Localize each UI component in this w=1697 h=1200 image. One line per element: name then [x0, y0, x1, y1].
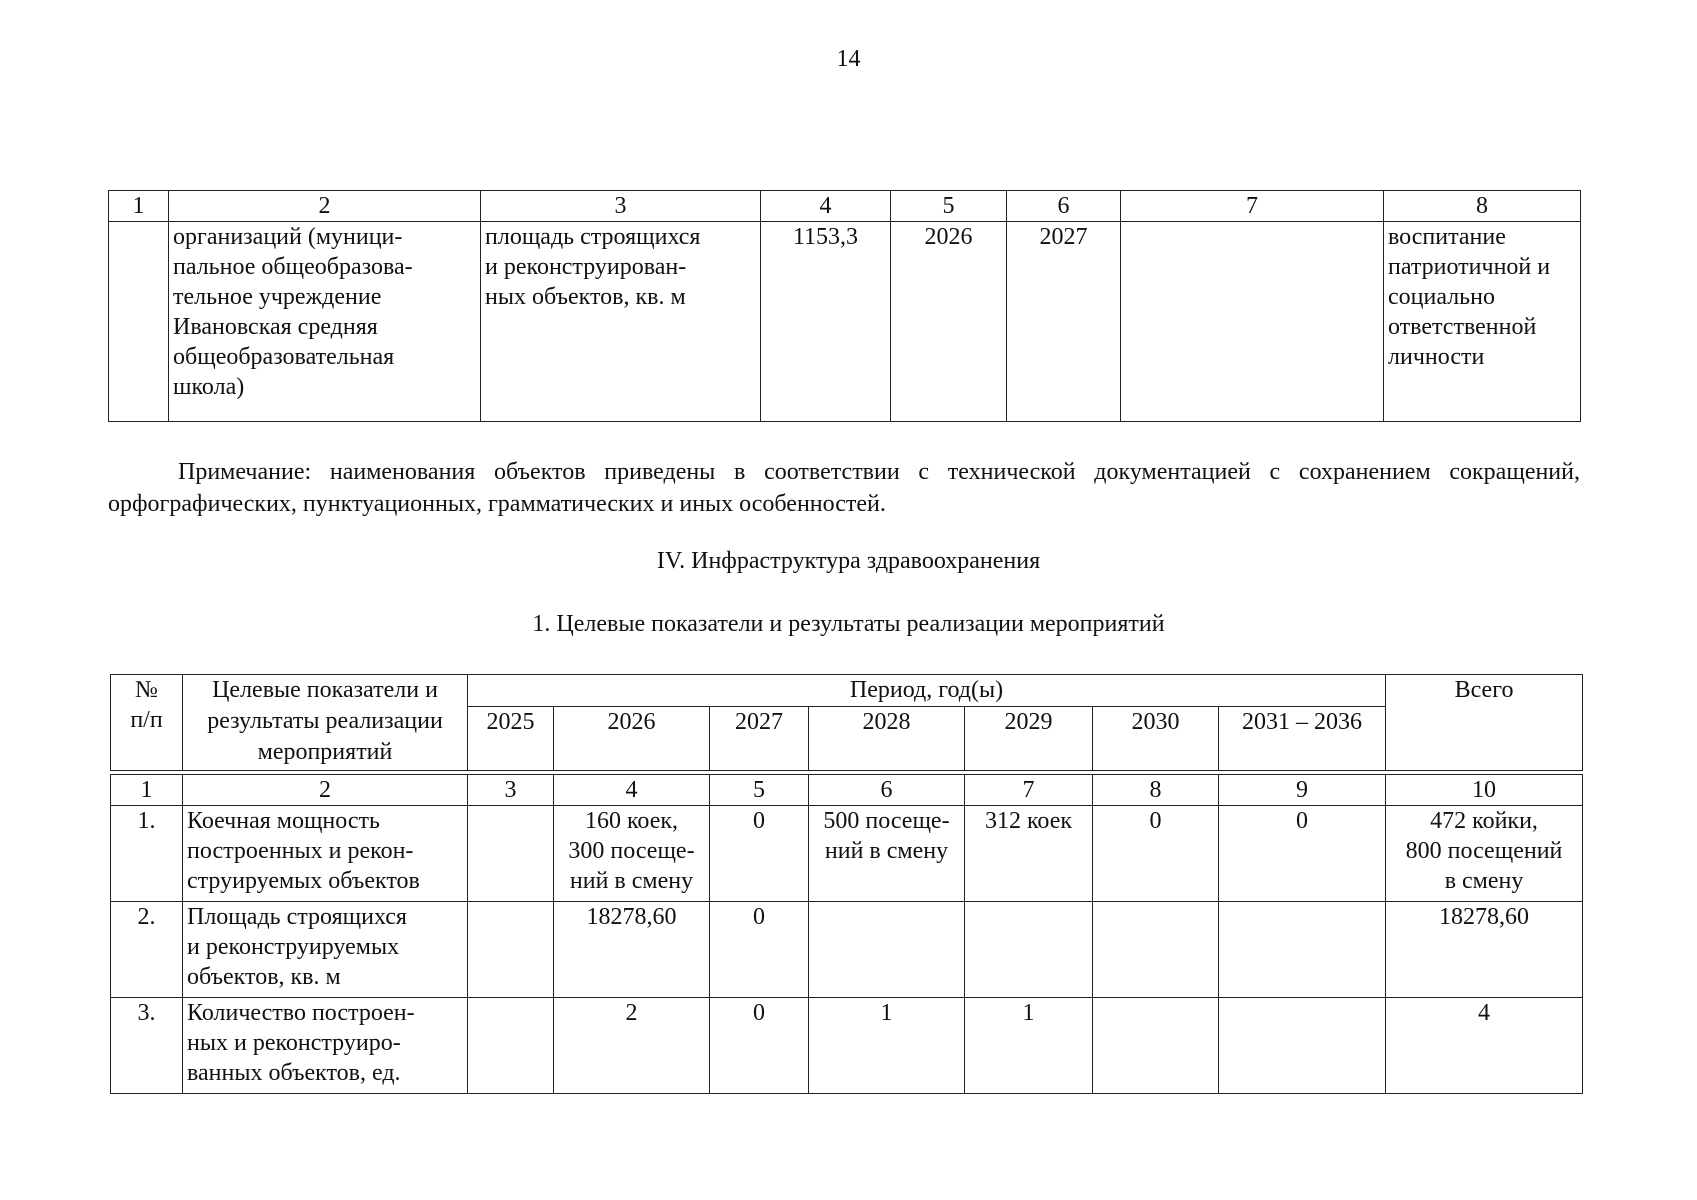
value-cell: 0: [710, 902, 809, 998]
value-cell: [1219, 998, 1386, 1094]
year-header: 2026: [554, 707, 710, 771]
indicator-name-cell: Количество построен- ных и реконструиро- ванных объектов, ед.: [183, 998, 468, 1094]
indicator-name-cell: Площадь строящихся и реконструируемых объектов, кв. м: [183, 902, 468, 998]
column-number: 7: [965, 775, 1093, 806]
value-cell: 0: [1093, 806, 1219, 902]
column-number-row: [111, 775, 1583, 806]
value-cell: 18278,60: [554, 902, 710, 998]
section-heading: IV. Инфраструктура здравоохранения: [656, 548, 1041, 574]
object-name-cell: организаций (муници- пальное общеобразова- тельное учреждение Ивановская средняя общеобразовательная школа): [169, 222, 481, 422]
year-header: 2027: [710, 707, 809, 771]
row-number-cell: [109, 222, 169, 422]
value-cell: [468, 806, 554, 902]
num-header: № п/п: [111, 675, 183, 771]
effect-cell: воспитание патриотичной и социально ответственной личности: [1384, 222, 1581, 422]
subsection-heading: 1. Целевые показатели и результаты реализации мероприятий: [532, 611, 1165, 637]
page-number: 14: [836, 46, 861, 72]
start-year-cell: 2026: [891, 222, 1007, 422]
indicator-cell: площадь строящихся и реконструирован- ных объектов, кв. м: [481, 222, 761, 422]
column-number: 9: [1219, 775, 1386, 806]
column-number: 3: [481, 191, 761, 222]
value-cell: [1219, 902, 1386, 998]
indicator-header: Целевые показатели и результаты реализации мероприятий: [183, 675, 468, 771]
value-cell: [1093, 902, 1219, 998]
column-number: 1: [109, 191, 169, 222]
total-header: Всего: [1386, 675, 1583, 771]
year-header: 2028: [809, 707, 965, 771]
value-cell: 312 коек: [965, 806, 1093, 902]
column-number: 5: [891, 191, 1007, 222]
column-number: 10: [1386, 775, 1583, 806]
objects-table: [108, 190, 1581, 422]
value-cell: 0: [710, 806, 809, 902]
column-number: 6: [1007, 191, 1121, 222]
value-cell: 160 коек, 300 посеще- ний в смену: [554, 806, 710, 902]
value-cell: [1093, 998, 1219, 1094]
column-number: 8: [1384, 191, 1581, 222]
year-header: 2029: [965, 707, 1093, 771]
column-number: 5: [710, 775, 809, 806]
year-header: 2030: [1093, 707, 1219, 771]
table-row: [109, 222, 1581, 422]
value-cell: [468, 902, 554, 998]
row-number-cell: 2.: [111, 902, 183, 998]
empty-cell: [1121, 222, 1384, 422]
value-cell: 2: [554, 998, 710, 1094]
value-cell: 1: [809, 998, 965, 1094]
total-cell: 4: [1386, 998, 1583, 1094]
table-row: [111, 806, 1583, 902]
value-cell: 500 посеще- ний в смену: [809, 806, 965, 902]
row-number-cell: 3.: [111, 998, 183, 1094]
column-number: 3: [468, 775, 554, 806]
column-number-row: [109, 191, 1581, 222]
row-number-cell: 1.: [111, 806, 183, 902]
value-cell: 1: [965, 998, 1093, 1094]
indicator-name-cell: Коечная мощность построенных и рекон- струируемых объектов: [183, 806, 468, 902]
column-number: 6: [809, 775, 965, 806]
column-number: 4: [554, 775, 710, 806]
table-row: [111, 998, 1583, 1094]
column-number: 7: [1121, 191, 1384, 222]
year-header: 2025: [468, 707, 554, 771]
end-year-cell: 2027: [1007, 222, 1121, 422]
column-number: 2: [183, 775, 468, 806]
value-cell: [809, 902, 965, 998]
table-row: [111, 902, 1583, 998]
year-header: 2031 – 2036: [1219, 707, 1386, 771]
column-number: 4: [761, 191, 891, 222]
value-cell: 0: [710, 998, 809, 1094]
column-number: 1: [111, 775, 183, 806]
health-indicators-table: [110, 674, 1583, 1094]
column-number: 2: [169, 191, 481, 222]
column-number: 8: [1093, 775, 1219, 806]
value-cell: 0: [1219, 806, 1386, 902]
value-cell: [468, 998, 554, 1094]
period-header: Период, год(ы): [468, 675, 1386, 707]
total-cell: 18278,60: [1386, 902, 1583, 998]
value-cell: 1153,3: [761, 222, 891, 422]
value-cell: [965, 902, 1093, 998]
note-paragraph: Примечание: наименования объектов приведены в соответствии с технической документацией с сохранением сокращений, орфографических, пунктуационных, грамматических и иных особенностей.: [108, 459, 1580, 517]
total-cell: 472 койки, 800 посещений в смену: [1386, 806, 1583, 902]
header-row: [111, 675, 1583, 707]
